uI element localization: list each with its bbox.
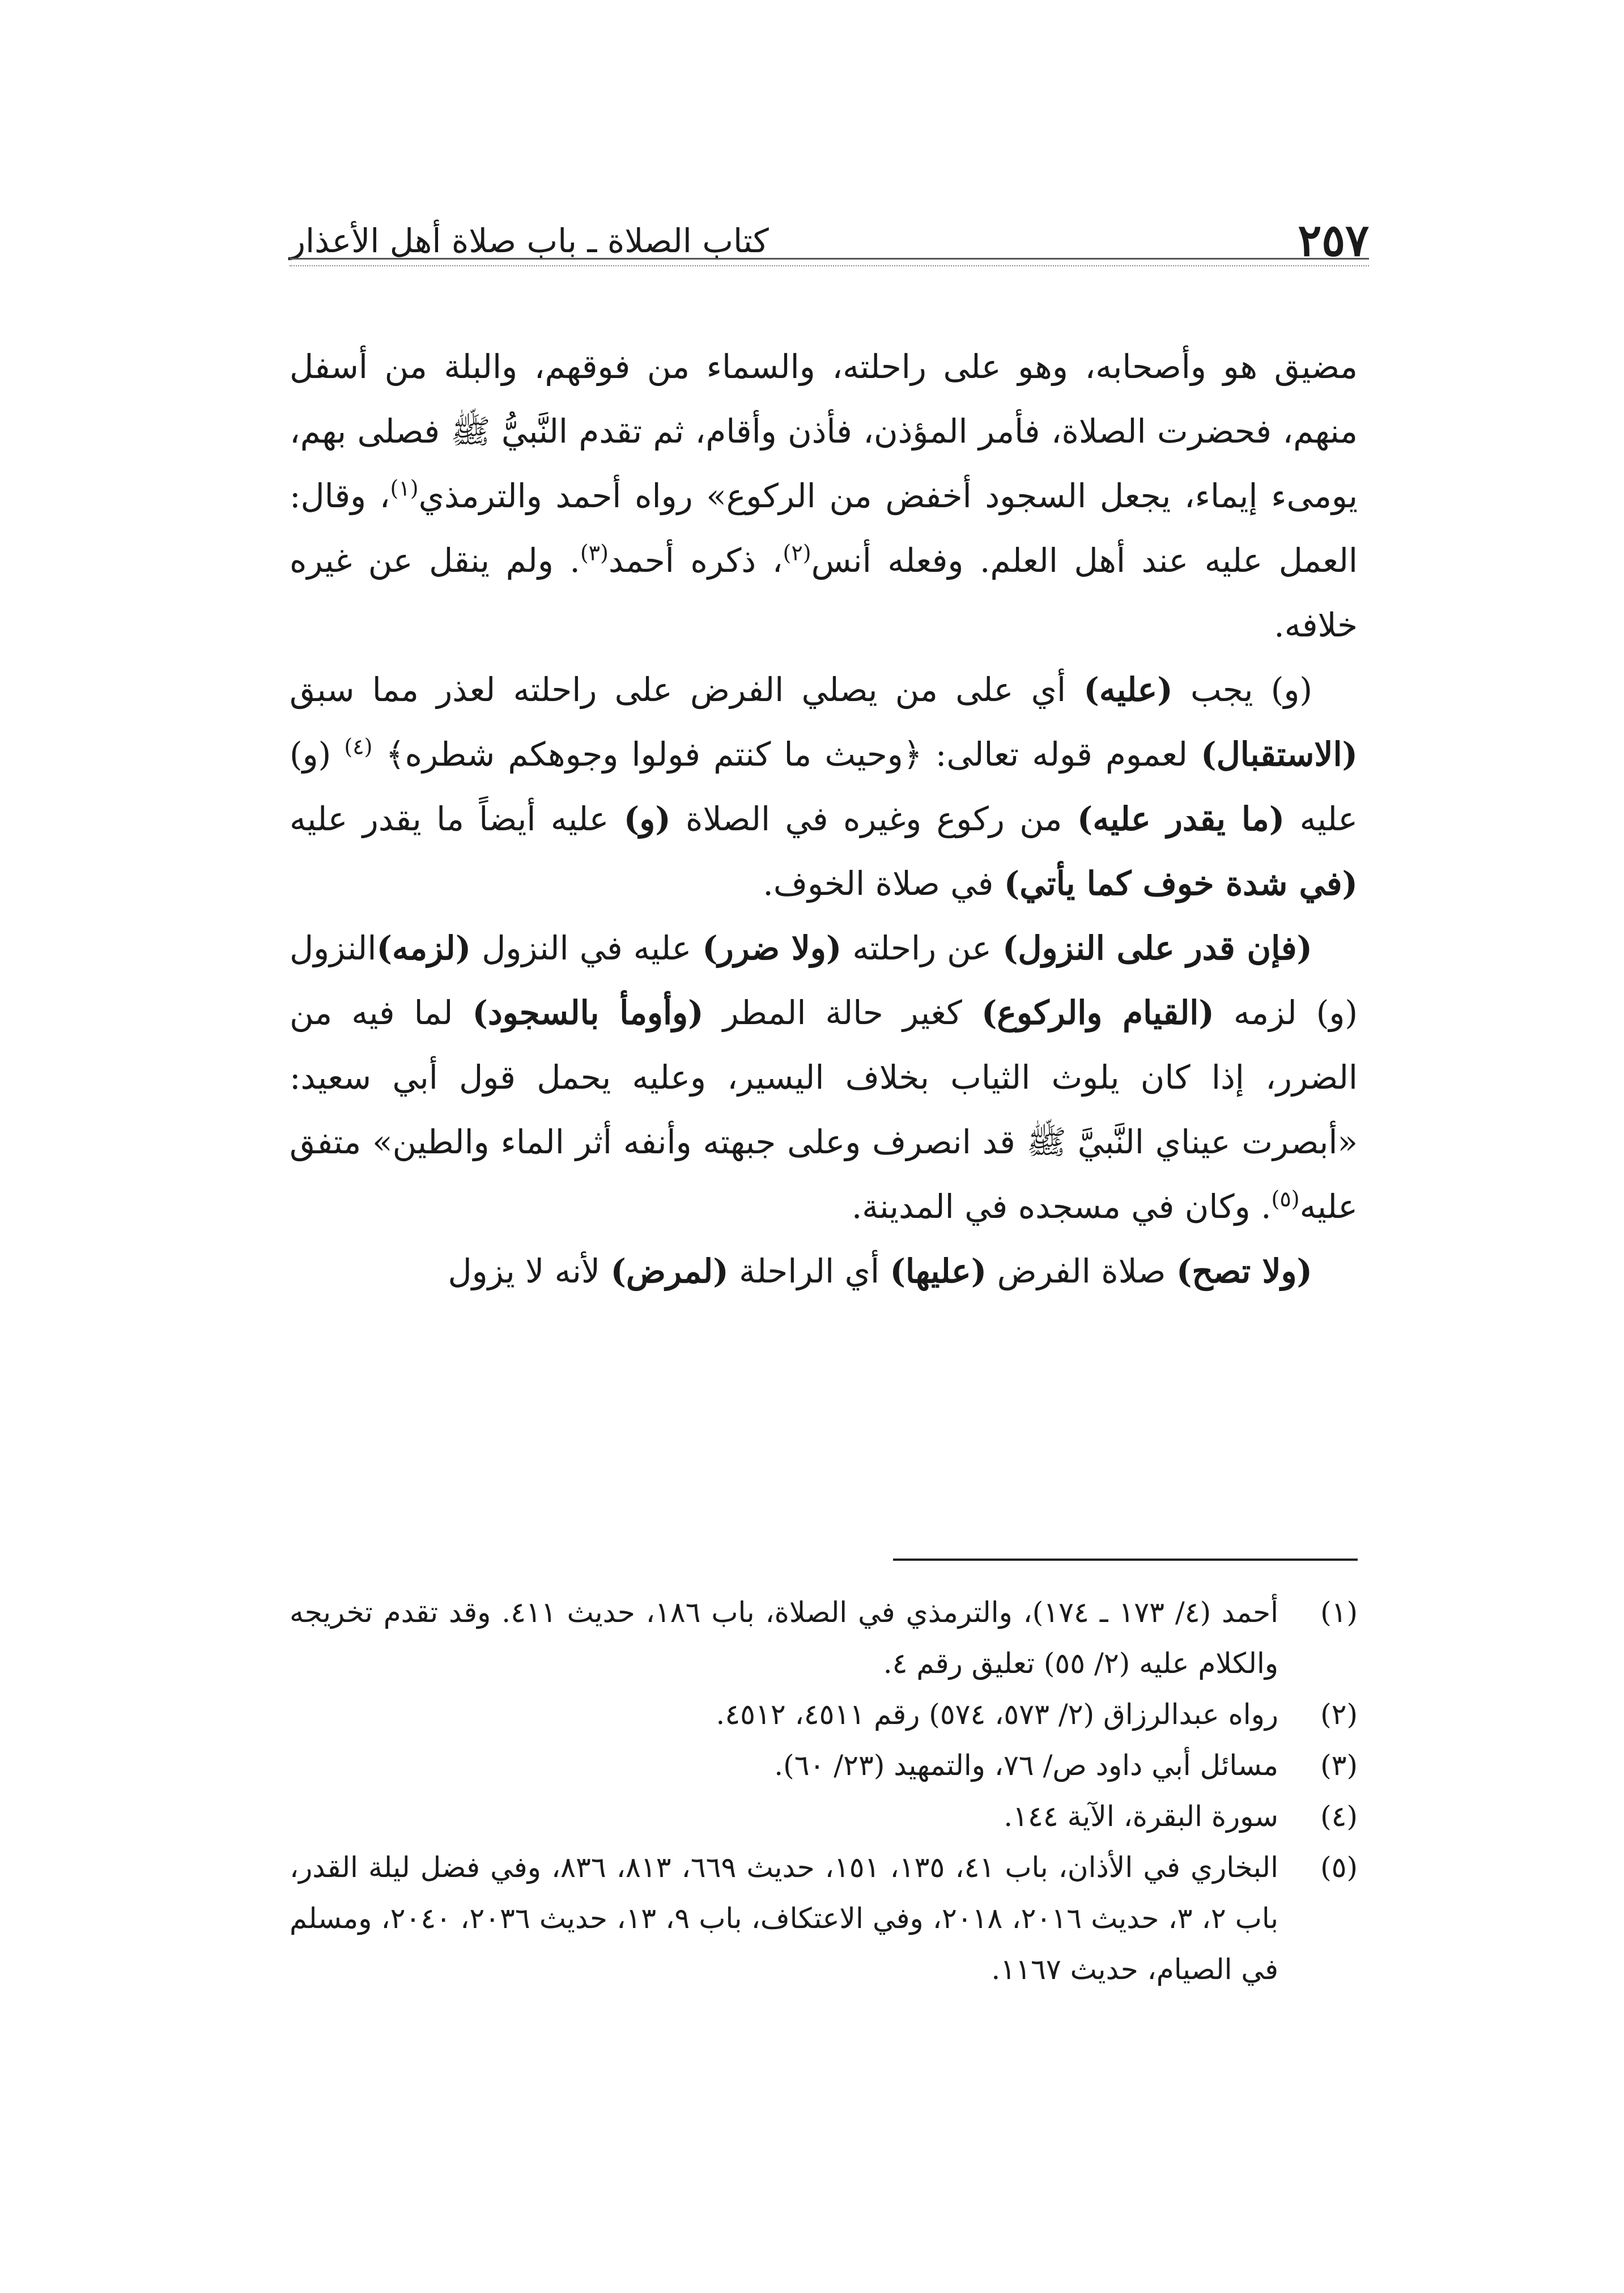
footnote xyxy=(290,1791,1358,1842)
text-run: من ركوع وغيره في الصلاة xyxy=(670,800,1077,838)
footnote-number: (٣) xyxy=(1320,1749,1358,1782)
footnote-text: مسائل أبي داود ص/ ٧٦، والتمهيد (٢٣/ ٦٠). xyxy=(774,1749,1278,1782)
footnote xyxy=(290,1587,1358,1689)
bold-term: (القيام والركوع) xyxy=(981,993,1214,1032)
text-run: صلاة الفرض xyxy=(987,1252,1176,1290)
main-text xyxy=(290,334,1358,1303)
footnote-ref-4: (٤) xyxy=(344,734,373,759)
text-run: عليه في النزول xyxy=(471,929,703,967)
bold-term: (فإن قدر على النزول) xyxy=(1002,929,1312,967)
paragraph-3 xyxy=(290,916,1358,1239)
running-title: كتاب الصلاة ـ باب صلاة أهل الأعذار xyxy=(290,222,769,260)
text-run: . وكان في مسجده في المدينة. xyxy=(851,1187,1272,1226)
footnote-number: (٢) xyxy=(1320,1698,1358,1731)
footnote-text: سورة البقرة، الآية ١٤٤. xyxy=(1004,1800,1278,1833)
bold-term: (لمرض) xyxy=(610,1252,729,1290)
paragraph-4 xyxy=(290,1239,1358,1303)
footnote xyxy=(290,1842,1358,1995)
bold-term: (لزمه) xyxy=(376,929,471,967)
bold-term: (وأومأ بالسجود) xyxy=(472,993,704,1032)
footnote-number: (٤) xyxy=(1320,1800,1358,1833)
bold-term: (في شدة خوف كما يأتي) xyxy=(1004,864,1358,903)
footnote-ref-2: (٢) xyxy=(783,540,811,566)
page-number: ٢٥٧ xyxy=(1298,215,1369,266)
paragraph-2 xyxy=(290,657,1358,916)
footnote xyxy=(290,1740,1358,1791)
footnote xyxy=(290,1689,1358,1740)
text-run: ، وقال: العمل عليه عند أهل العلم. وفعله أنس xyxy=(290,477,1358,580)
bold-term: (ولا ضرر) xyxy=(702,929,842,967)
footnote-ref-5: (٥) xyxy=(1271,1186,1300,1212)
text-run: أي على من يصلي الفرض على راحلته لعذر مما سبق xyxy=(290,670,1084,709)
text-run: ، ذكره أحمد xyxy=(608,541,783,580)
bold-term: (ما يقدر عليه) xyxy=(1077,800,1285,838)
text-run: عن راحلته xyxy=(841,929,1002,967)
bold-term: (عليها) xyxy=(890,1252,987,1290)
text-run: لعموم قوله تعالى: ﴿وحيث ما كنتم فولوا وجوهكم شطره﴾ xyxy=(372,735,1201,774)
text-run: النزول (و) لزمه xyxy=(290,929,1358,1032)
footnote-number: (١) xyxy=(1320,1596,1358,1629)
text-run: أي الراحلة xyxy=(728,1252,890,1290)
text-run: . ولم ينقل عن غيره خلافه. xyxy=(290,541,1358,644)
footnote-text: رواه عبدالرزاق (٢/ ٥٧٣، ٥٧٤) رقم ٤٥١١، ٤٥١٢. xyxy=(716,1698,1278,1731)
text-run: عليه أيضاً ما يقدر عليه xyxy=(290,800,624,838)
text-run: (و) يجب xyxy=(1172,670,1313,709)
footnote-number: (٥) xyxy=(1320,1851,1358,1884)
bold-term: (و) xyxy=(623,800,671,838)
footnotes xyxy=(290,1587,1358,1995)
text-run: في صلاة الخوف. xyxy=(763,864,1004,903)
text-run: (و) عليه xyxy=(290,735,1358,838)
header-divider xyxy=(290,258,1369,266)
bold-term: (ولا تصح) xyxy=(1176,1252,1312,1290)
text-run: لأنه لا يزول xyxy=(448,1252,611,1290)
footnote-text: أحمد (٤/ ١٧٣ ـ ١٧٤)، والترمذي في الصلاة، باب ١٨٦، حديث ٤١١. وقد تقدم تخريجه والكلام عليه (٢/ ٥٥) تعليق رقم ٤. xyxy=(290,1596,1278,1680)
bold-term: (الاستقبال) xyxy=(1201,735,1358,774)
text-run: كغير حالة المطر xyxy=(703,993,981,1032)
footnote-text: البخاري في الأذان، باب ٤١، ١٣٥، ١٥١، حديث ٦٦٩، ٨١٣، ٨٣٦، وفي فضل ليلة القدر، باب ٢، ٣، حديث ٢٠١٦، ٢٠١٨، وفي الاعتكاف، باب ٩، ١٣، حديث ٢٠٣٦، ٢٠٤٠، ومسلم في الصيام، حديث ١١٦٧. xyxy=(290,1851,1279,1986)
footnote-ref-3: (٣) xyxy=(580,540,609,566)
bold-term: (عليه) xyxy=(1083,670,1173,709)
text-run: مضيق هو وأصحابه، وهو على راحلته، والسماء من فوقهم، والبلة من أسفل منهم، فحضرت الصلاة، فأمر المؤذن، فأذن وأقام، ثم تقدم النَّبيُّ ﷺ فصلى بهم، يومىء إيماء، يجعل السجود أخفض من الركوع» رواه أحمد والترمذي xyxy=(290,347,1358,515)
text-run: لما فيه من الضرر، إذا كان يلوث الثياب بخلاف اليسير، وعليه يحمل قول أبي سعيد: «أبصرت عيناي النَّبيَّ ﷺ قد انصرف وعلى جبهته وأنفه أثر الماء والطين» متفق عليه xyxy=(290,993,1358,1226)
footnote-ref-1: (١) xyxy=(390,475,419,501)
footnote-divider xyxy=(893,1559,1358,1561)
paragraph-1 xyxy=(290,334,1358,657)
